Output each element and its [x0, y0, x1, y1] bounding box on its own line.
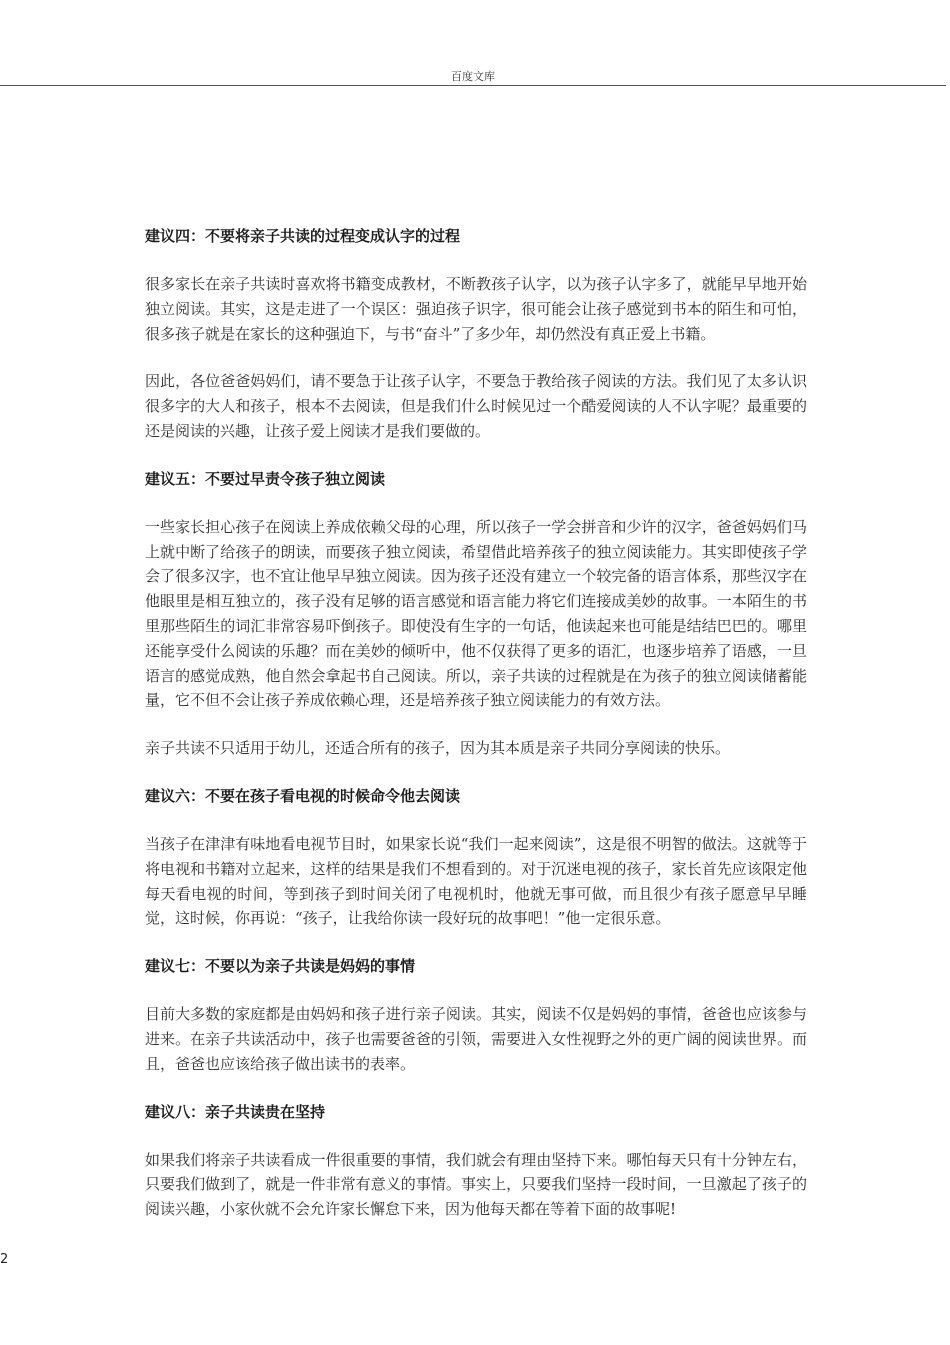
paragraph: 亲子共读不只适用于幼儿，还适合所有的孩子，因为其本质是亲子共同分享阅读的快乐。 — [145, 739, 731, 758]
section-heading: 建议六：不要在孩子看电视的时候命令他去阅读 — [145, 786, 461, 805]
header-divider — [0, 85, 946, 86]
paragraph: 因此，各位爸爸妈妈们，请不要急于让孩子认字，不要急于教给孩子阅读的方法。我们见了太多认识很多字的大人和孩子，根本不去阅读，但是我们什么时候见过一个酷爱阅读的人不认字呢？最重要的还是阅读的兴趣，让孩子爱上阅读才是我们要做的。 — [145, 372, 807, 440]
paragraph: 很多家长在亲子共读时喜欢将书籍变成教材，不断教孩子认字，以为孩子认字多了，就能早早地开始独立阅读。其实，这是走进了一个误区：强迫孩子识字，很可能会让孩子感觉到书本的陌生和可怕，很多孩子就是在家长的这种强迫下，与书“奋斗”了多少年，却仍然没有真正爱上书籍。 — [145, 275, 807, 343]
page-header-title: 百度文库 — [451, 70, 495, 83]
page-number: 2 — [0, 1252, 9, 1267]
paragraph: 如果我们将亲子共读看成一件很重要的事情，我们就会有理由坚持下来。哪怕每天只有十分钟左右，只要我们做到了，就是一件非常有意义的事情。事实上，只要我们坚持一段时间，一旦激起了孩子的阅读兴趣，小家伙就不会允许家长懈怠下来，因为他每天都在等着下面的故事呢! — [145, 1150, 807, 1219]
document-body — [145, 224, 807, 1245]
section-heading: 建议七：不要以为亲子共读是妈妈的事情 — [145, 957, 416, 976]
section-heading: 建议四：不要将亲子共读的过程变成认字的过程 — [145, 227, 461, 245]
paragraph: 一些家长担心孩子在阅读上养成依赖父母的心理，所以孩子一学会拼音和少许的汉字，爸爸妈妈们马上就中断了给孩子的朗读，而要孩子独立阅读，希望借此培养孩子的独立阅读能力。其实即使孩子学会了很多汉字，也不宜让他早早独立阅读。因为孩子还没有建立一个较完备的语言体系，那些汉字在他眼里是相互独立的，孩子没有足够的语言感觉和语言能力将它们连接成美妙的故事。一本陌生的书里那些陌生的词汇非常容易吓倒孩子。即使没有生字的一句话，他读起来也可能是结结巴巴的。哪里还能享受什么阅读的乐趣？而在美妙的倾听中，他不仅获得了更多的语汇，也逐步培养了语感，一旦语言的感觉成熟，他自然会拿起书自己阅读。所以，亲子共读的过程就是在为孩子的独立阅读储蓄能量，它不但不会让孩子养成依赖心理，还是培养孩子独立阅读能力的有效方法。 — [145, 517, 807, 710]
section-heading: 建议五：不要过早责令孩子独立阅读 — [145, 469, 386, 488]
section-heading: 建议八：亲子共读贵在坚持 — [145, 1102, 326, 1121]
paragraph: 目前大多数的家庭都是由妈妈和孩子进行亲子阅读。其实，阅读不仅是妈妈的事情，爸爸也应该参与进来。在亲子共读活动中，孩子也需要爸爸的引领，需要进入女性视野之外的更广阔的阅读世界。而且，爸爸也应该给孩子做出读书的表率。 — [145, 1005, 807, 1073]
paragraph: 当孩子在津津有味地看电视节目时，如果家长说“我们一起来阅读”，这是很不明智的做法。这就等于将电视和书籍对立起来，这样的结果是我们不想看到的。对于沉迷电视的孩子，家长首先应该限定他每天看电视的时间，等到孩子到时间关闭了电视机时，他就无事可做，而且很少有孩子愿意早早睡觉，这时候，你再说：“孩子，让我给你读一段好玩的故事吧！”他一定很乐意。 — [145, 834, 807, 928]
